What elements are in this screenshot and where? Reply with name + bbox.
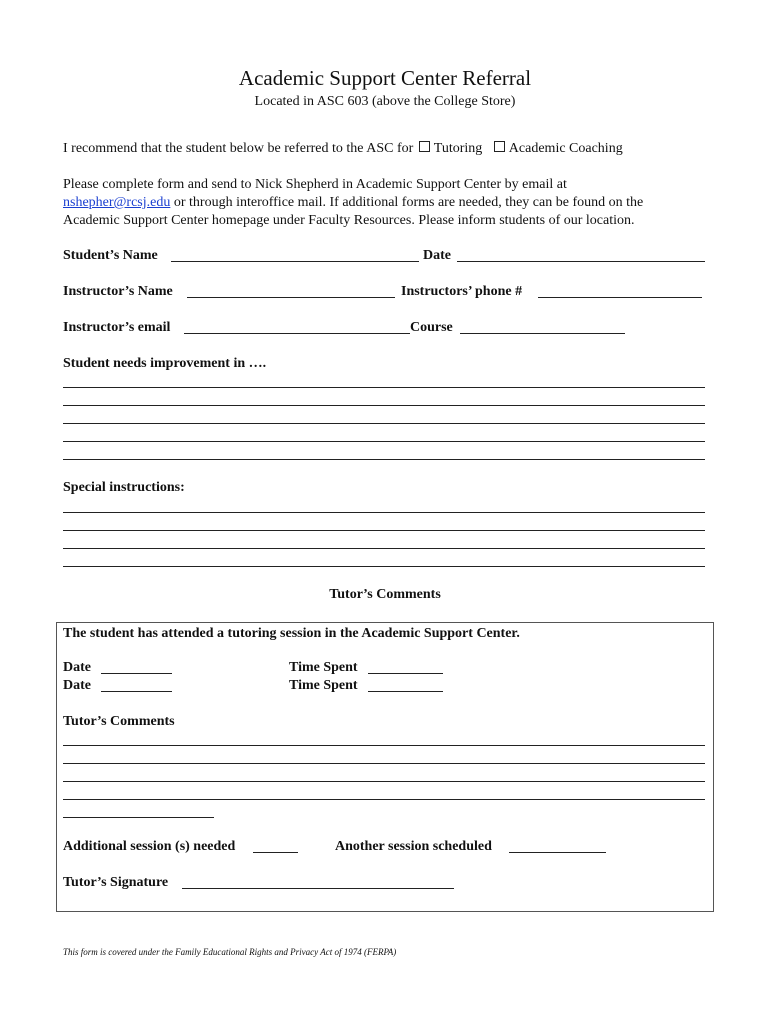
instructions-line-1: Please complete form and send to Nick Shepherd in Academic Support Center by email at [63, 177, 567, 192]
instructor-phone-field[interactable] [538, 297, 702, 298]
instructions-line-2 [63, 195, 643, 211]
tutor-comments-line[interactable] [63, 817, 214, 818]
session-date-label: Date [63, 660, 91, 675]
tutor-comments-line[interactable] [63, 745, 705, 746]
improvement-line[interactable] [63, 441, 705, 442]
student-name-field[interactable] [171, 261, 419, 262]
signature-field[interactable] [182, 888, 454, 889]
course-label: Course [410, 320, 453, 335]
session-date-field[interactable] [101, 691, 172, 692]
tutor-comments-line[interactable] [63, 781, 705, 782]
instructor-name-label: Instructor’s Name [63, 284, 173, 299]
improvement-line[interactable] [63, 459, 705, 460]
email-link[interactable]: nshepher@rcsj.edu [63, 195, 171, 210]
tutor-comments-line[interactable] [63, 799, 705, 800]
tutor-comments-label: Tutor’s Comments [63, 714, 175, 729]
instructions-line-2-text: or through interoffice mail. If additional forms are needed, they can be found on the [170, 195, 644, 210]
session-date-field[interactable] [101, 673, 172, 674]
student-name-label: Student’s Name [63, 248, 158, 263]
tutoring-checkbox[interactable] [419, 141, 430, 152]
additional-session-field[interactable] [253, 852, 298, 853]
instructor-email-label: Instructor’s email [63, 320, 171, 335]
form-title: Academic Support Center Referral [238, 66, 532, 90]
session-date-label: Date [63, 678, 91, 693]
improvement-label: Student needs improvement in …. [63, 356, 267, 371]
another-session-label: Another session scheduled [335, 839, 492, 854]
additional-session-label: Additional session (s) needed [63, 839, 236, 854]
form-subtitle: Located in ASC 603 (above the College Store) [254, 94, 516, 109]
tutor-comments-line[interactable] [63, 763, 705, 764]
date-label: Date [423, 248, 451, 263]
another-session-field[interactable] [509, 852, 606, 853]
recommend-text: I recommend that the student below be referred to the ASC for [63, 141, 414, 156]
coaching-checkbox[interactable] [494, 141, 505, 152]
tutor-comments-heading: Tutor’s Comments [329, 587, 441, 602]
instructor-email-field[interactable] [184, 333, 410, 334]
improvement-line[interactable] [63, 387, 705, 388]
special-instructions-line[interactable] [63, 512, 705, 513]
ferpa-notice: This form is covered under the Family Educational Rights and Privacy Act of 1974 (FERPA) [63, 947, 397, 957]
time-spent-label: Time Spent [289, 678, 358, 693]
signature-label: Tutor’s Signature [63, 875, 169, 890]
time-spent-field[interactable] [368, 691, 443, 692]
special-instructions-label: Special instructions: [63, 480, 185, 495]
improvement-line[interactable] [63, 405, 705, 406]
instructor-name-field[interactable] [187, 297, 395, 298]
special-instructions-line[interactable] [63, 548, 705, 549]
improvement-line[interactable] [63, 423, 705, 424]
attended-statement: The student has attended a tutoring session in the Academic Support Center. [63, 626, 520, 641]
tutoring-label: Tutoring [433, 141, 483, 156]
special-instructions-line[interactable] [63, 530, 705, 531]
date-field[interactable] [457, 261, 705, 262]
time-spent-label: Time Spent [289, 660, 358, 675]
instructions-line-3: Academic Support Center homepage under Faculty Resources. Please inform students of our location. [63, 213, 635, 228]
instructor-phone-label: Instructors’ phone # [401, 284, 523, 299]
recommend-line [63, 141, 623, 157]
time-spent-field[interactable] [368, 673, 443, 674]
coaching-label: Academic Coaching [508, 141, 623, 156]
special-instructions-line[interactable] [63, 566, 705, 567]
tutor-section-box [56, 622, 714, 912]
course-field[interactable] [460, 333, 625, 334]
